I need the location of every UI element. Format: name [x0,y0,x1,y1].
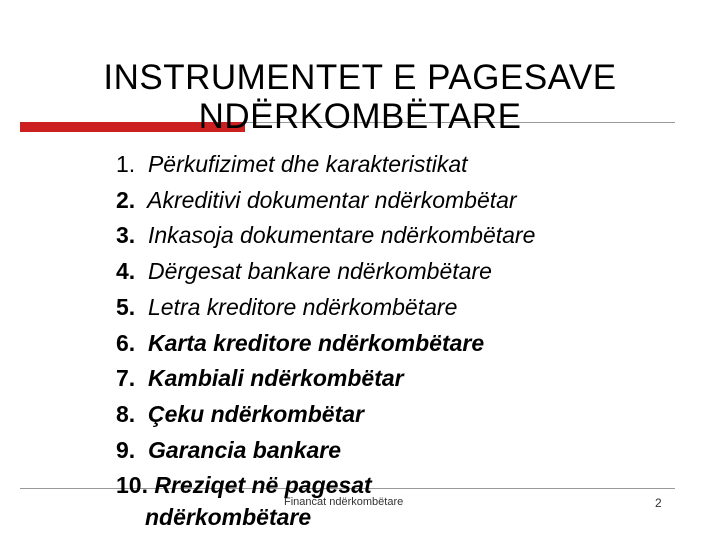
title-line-1: INSTRUMENTET E PAGESAVE [103,58,617,97]
list-item-number: 7. [116,365,136,392]
topics-list [116,147,535,504]
list-item-text: Kambiali ndërkombëtar [147,365,404,392]
list-item-number: 2. [116,186,136,213]
list-item-number: 3. [116,222,136,249]
list-item-text: Garancia bankare [147,436,342,463]
list-item [116,326,535,362]
list-item [116,397,535,433]
list-item-number: 1. [116,151,136,177]
list-item-text: Akreditivi dokumentar ndërkombëtar [147,186,517,213]
list-item [116,468,535,504]
list-item-number: 8. [116,400,136,427]
list-item-number: 9. [116,436,136,463]
title-line-2: NDËRKOMBËTARE [198,97,522,136]
list-item [116,433,535,469]
list-item-continuation: ndërkombëtare [145,504,312,530]
list-item [116,254,535,290]
list-item-text: Inkasoja dokumentare ndërkombëtare [147,222,536,249]
list-item-text: Letra kreditore ndërkombëtare [147,293,458,320]
list-item [116,183,535,219]
slide-title [0,58,720,136]
list-item [116,290,535,326]
list-item-text: Përkufizimet dhe karakteristikat [147,151,468,177]
list-item-text: Çeku ndërkombëtar [147,400,364,427]
list-item [116,147,535,183]
list-item-text: Dërgesat bankare ndërkombëtare [147,258,492,285]
list-item-text: Karta kreditore ndërkombëtare [147,329,485,356]
page-number: 2 [655,496,662,510]
list-item-text: Rreziqet në pagesat [154,472,372,499]
list-item [116,361,535,397]
list-item-number: 4. [116,258,136,285]
list-item-number: 10. [116,472,148,499]
list-item [116,218,535,254]
list-item-number: 6. [116,329,136,356]
list-item-number: 5. [116,293,136,320]
footer-text: Financat ndërkombëtare [284,496,404,508]
